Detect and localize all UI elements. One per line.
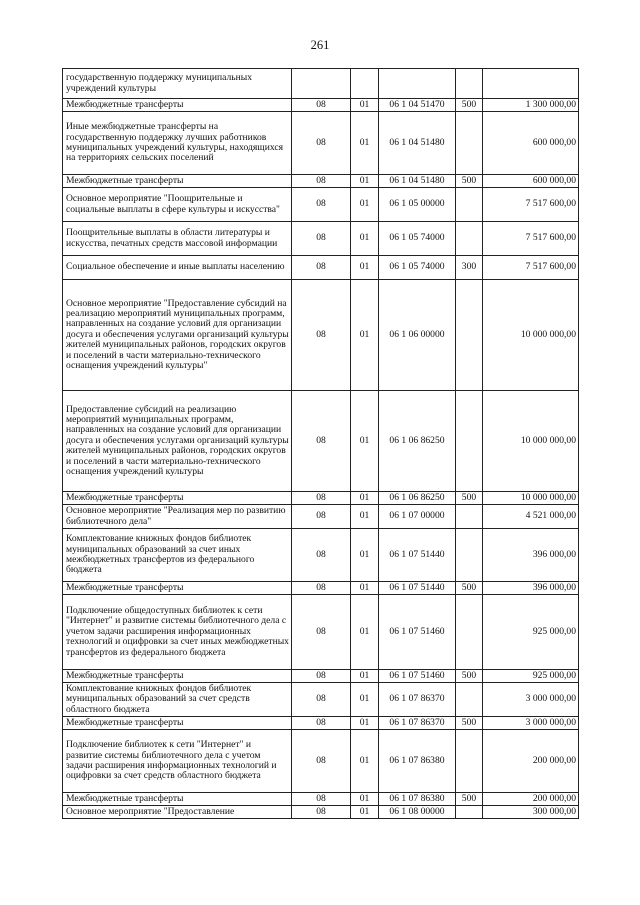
subsection-code-cell: 01 — [351, 730, 379, 793]
row-name-cell: Основное мероприятие "Поощрительные и социальные выплаты в сфере культуры и искусства" — [63, 188, 292, 222]
target-item-cell: 06 1 07 51440 — [379, 582, 456, 595]
row-name-cell: Межбюджетные трансферты — [63, 582, 292, 595]
amount-cell: 925 000,00 — [483, 595, 579, 670]
table-row — [63, 492, 579, 505]
subsection-code-cell: 01 — [351, 188, 379, 222]
table-row — [63, 112, 579, 175]
section-code-cell: 08 — [292, 670, 351, 683]
section-code-cell: 08 — [292, 391, 351, 492]
expense-type-cell: 500 — [456, 793, 483, 806]
expense-type-cell: 500 — [456, 582, 483, 595]
target-item-cell: 06 1 07 86380 — [379, 793, 456, 806]
row-name-cell: Межбюджетные трансферты — [63, 99, 292, 112]
subsection-code-cell: 01 — [351, 99, 379, 112]
row-name-cell: Межбюджетные трансферты — [63, 670, 292, 683]
section-code-cell: 08 — [292, 582, 351, 595]
subsection-code-cell: 01 — [351, 256, 379, 280]
target-item-cell: 06 1 07 51460 — [379, 595, 456, 670]
expense-type-cell — [456, 69, 483, 99]
expense-type-cell: 300 — [456, 256, 483, 280]
expense-type-cell — [456, 595, 483, 670]
subsection-code-cell: 01 — [351, 595, 379, 670]
table-row — [63, 188, 579, 222]
amount-cell: 4 521 000,00 — [483, 505, 579, 529]
expense-type-cell — [456, 391, 483, 492]
expense-type-cell — [456, 529, 483, 582]
table-row — [63, 505, 579, 529]
amount-cell: 200 000,00 — [483, 730, 579, 793]
section-code-cell: 08 — [292, 280, 351, 391]
subsection-code-cell: 01 — [351, 505, 379, 529]
table-row — [63, 717, 579, 730]
target-item-cell: 06 1 07 00000 — [379, 505, 456, 529]
table-row — [63, 529, 579, 582]
subsection-code-cell: 01 — [351, 683, 379, 717]
row-name-cell: Подключение общедоступных библиотек к сети "Интернет" и развитие системы библиотечного дела с учетом задачи расширения информационных технологий и оцифровки за счет иных межбюджетных трансфертов из федерального бюджета — [63, 595, 292, 670]
section-code-cell: 08 — [292, 188, 351, 222]
budget-table — [62, 68, 579, 819]
subsection-code-cell: 01 — [351, 112, 379, 175]
table-row — [63, 280, 579, 391]
subsection-code-cell: 01 — [351, 717, 379, 730]
expense-type-cell — [456, 806, 483, 819]
section-code-cell: 08 — [292, 175, 351, 188]
row-name-cell: Иные межбюджетные трансферты на государственную поддержку лучших работников муниципальных учреждений культуры, находящихся на территориях сельских поселений — [63, 112, 292, 175]
amount-cell: 200 000,00 — [483, 793, 579, 806]
subsection-code-cell: 01 — [351, 670, 379, 683]
expense-type-cell — [456, 222, 483, 256]
amount-cell — [483, 69, 579, 99]
table-row — [63, 793, 579, 806]
amount-cell: 3 000 000,00 — [483, 717, 579, 730]
amount-cell: 925 000,00 — [483, 670, 579, 683]
subsection-code-cell: 01 — [351, 793, 379, 806]
expense-type-cell: 500 — [456, 717, 483, 730]
section-code-cell: 08 — [292, 595, 351, 670]
subsection-code-cell: 01 — [351, 391, 379, 492]
section-code-cell: 08 — [292, 505, 351, 529]
amount-cell: 10 000 000,00 — [483, 280, 579, 391]
target-item-cell: 06 1 04 51480 — [379, 112, 456, 175]
row-name-cell: Основное мероприятие "Реализация мер по развитию библиотечного дела" — [63, 505, 292, 529]
target-item-cell: 06 1 07 51460 — [379, 670, 456, 683]
row-name-cell: Основное мероприятие "Предоставление — [63, 806, 292, 819]
section-code-cell: 08 — [292, 717, 351, 730]
section-code-cell: 08 — [292, 99, 351, 112]
subsection-code-cell — [351, 69, 379, 99]
subsection-code-cell: 01 — [351, 529, 379, 582]
row-name-cell: государственную поддержку муниципальных учреждений культуры — [63, 69, 292, 99]
expense-type-cell — [456, 280, 483, 391]
amount-cell: 600 000,00 — [483, 112, 579, 175]
table-row — [63, 670, 579, 683]
amount-cell: 10 000 000,00 — [483, 492, 579, 505]
amount-cell: 300 000,00 — [483, 806, 579, 819]
amount-cell: 7 517 600,00 — [483, 256, 579, 280]
amount-cell: 7 517 600,00 — [483, 188, 579, 222]
row-name-cell: Подключение библиотек к сети "Интернет" и развитие системы библиотечного дела с учетом задачи расширения информационных технологий и оцифровки за счет средств областного бюджета — [63, 730, 292, 793]
target-item-cell: 06 1 05 74000 — [379, 222, 456, 256]
expense-type-cell — [456, 730, 483, 793]
amount-cell: 396 000,00 — [483, 582, 579, 595]
target-item-cell: 06 1 04 51480 — [379, 175, 456, 188]
table-row — [63, 222, 579, 256]
subsection-code-cell: 01 — [351, 222, 379, 256]
target-item-cell: 06 1 06 86250 — [379, 492, 456, 505]
expense-type-cell — [456, 188, 483, 222]
target-item-cell — [379, 69, 456, 99]
expense-type-cell: 500 — [456, 99, 483, 112]
subsection-code-cell: 01 — [351, 175, 379, 188]
amount-cell: 7 517 600,00 — [483, 222, 579, 256]
target-item-cell: 06 1 08 00000 — [379, 806, 456, 819]
table-row — [63, 175, 579, 188]
subsection-code-cell: 01 — [351, 806, 379, 819]
amount-cell: 10 000 000,00 — [483, 391, 579, 492]
budget-table-body — [63, 69, 579, 819]
subsection-code-cell: 01 — [351, 492, 379, 505]
section-code-cell: 08 — [292, 806, 351, 819]
row-name-cell: Социальное обеспечение и иные выплаты населению — [63, 256, 292, 280]
amount-cell: 3 000 000,00 — [483, 683, 579, 717]
section-code-cell: 08 — [292, 683, 351, 717]
expense-type-cell — [456, 505, 483, 529]
table-row — [63, 806, 579, 819]
amount-cell: 396 000,00 — [483, 529, 579, 582]
target-item-cell: 06 1 06 86250 — [379, 391, 456, 492]
subsection-code-cell: 01 — [351, 582, 379, 595]
section-code-cell: 08 — [292, 730, 351, 793]
target-item-cell: 06 1 04 51470 — [379, 99, 456, 112]
target-item-cell: 06 1 07 86380 — [379, 730, 456, 793]
section-code-cell: 08 — [292, 492, 351, 505]
table-row — [63, 69, 579, 99]
table-row — [63, 683, 579, 717]
expense-type-cell: 500 — [456, 670, 483, 683]
table-row — [63, 99, 579, 112]
expense-type-cell: 500 — [456, 492, 483, 505]
section-code-cell: 08 — [292, 256, 351, 280]
expense-type-cell — [456, 683, 483, 717]
target-item-cell: 06 1 07 51440 — [379, 529, 456, 582]
row-name-cell: Межбюджетные трансферты — [63, 717, 292, 730]
section-code-cell: 08 — [292, 793, 351, 806]
row-name-cell: Предоставление субсидий на реализацию мероприятий муниципальных программ, направленных на создание условий для организации досуга и обеспечения услугами организаций культуры жителей муниципальных районов, городских округов и поселений в части материально-технического оснащения учреждений культуры — [63, 391, 292, 492]
section-code-cell: 08 — [292, 222, 351, 256]
table-row — [63, 595, 579, 670]
row-name-cell: Основное мероприятие "Предоставление субсидий на реализацию мероприятий муниципальных программ, направленных на создание условий для организации досуга и обеспечения услугами организаций культуры жителей муниципальных районов, городских округов и поселений в части материально-технического оснащения учреждений культуры" — [63, 280, 292, 391]
row-name-cell: Поощрительные выплаты в области литературы и искусства, печатных средств массовой информации — [63, 222, 292, 256]
amount-cell: 1 300 000,00 — [483, 99, 579, 112]
row-name-cell: Комплектование книжных фондов библиотек муниципальных образований за счет средств областного бюджета — [63, 683, 292, 717]
row-name-cell: Межбюджетные трансферты — [63, 793, 292, 806]
target-item-cell: 06 1 07 86370 — [379, 683, 456, 717]
subsection-code-cell: 01 — [351, 280, 379, 391]
page-number: 261 — [310, 38, 330, 52]
table-row — [63, 391, 579, 492]
target-item-cell: 06 1 06 00000 — [379, 280, 456, 391]
target-item-cell: 06 1 05 74000 — [379, 256, 456, 280]
amount-cell: 600 000,00 — [483, 175, 579, 188]
row-name-cell: Комплектование книжных фондов библиотек муниципальных образований за счет иных межбюджетных трансфертов из федерального бюджета — [63, 529, 292, 582]
row-name-cell: Межбюджетные трансферты — [63, 492, 292, 505]
table-row — [63, 582, 579, 595]
expense-type-cell — [456, 112, 483, 175]
table-row — [63, 730, 579, 793]
row-name-cell: Межбюджетные трансферты — [63, 175, 292, 188]
target-item-cell: 06 1 05 00000 — [379, 188, 456, 222]
section-code-cell — [292, 69, 351, 99]
section-code-cell: 08 — [292, 112, 351, 175]
section-code-cell: 08 — [292, 529, 351, 582]
target-item-cell: 06 1 07 86370 — [379, 717, 456, 730]
table-row — [63, 256, 579, 280]
expense-type-cell: 500 — [456, 175, 483, 188]
